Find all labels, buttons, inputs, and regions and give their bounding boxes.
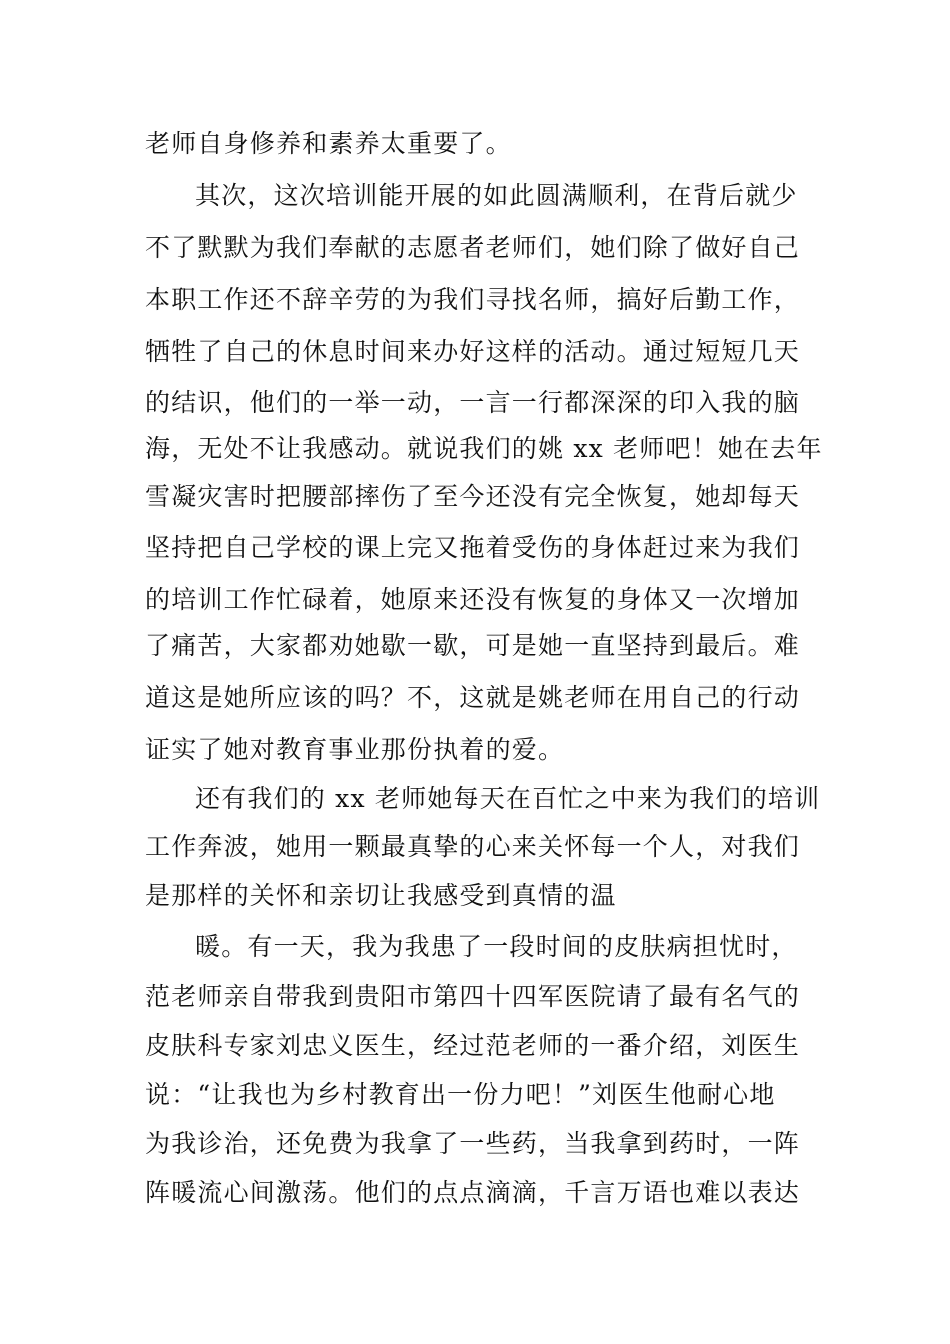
text-line: 其次，这次培训能开展的如此圆满顺利，在背后就少 [195, 181, 798, 210]
text-line: 暖。有一天，我为我患了一段时间的皮肤病担忧时， [195, 932, 798, 961]
text-line: 证实了她对教育事业那份执着的爱。 [145, 735, 565, 764]
text-line: 了痛苦，大家都劝她歇一歇，可是她一直坚持到最后。难 [145, 631, 801, 660]
text-line: 不了默默为我们奉献的志愿者老师们，她们除了做好自己 [145, 233, 801, 262]
text-line: 阵暖流心间激荡。他们的点点滴滴，千言万语也难以表达 [145, 1178, 801, 1207]
text-line: 范老师亲自带我到贵阳市第四十四军医院请了最有名气的 [145, 982, 801, 1011]
text-line: 工作奔波，她用一颗最真挚的心来关怀每一个人，对我们 [145, 832, 801, 861]
text-line: 还有我们的 xx 老师她每天在百忙之中来为我们的培训 [195, 784, 821, 813]
text-line: 是那样的关怀和亲切让我感受到真情的温 [145, 881, 617, 910]
text-line: 为我诊治，还免费为我拿了一些药，当我拿到药时，一阵 [145, 1129, 801, 1158]
text-line: 说：“让我也为乡村教育出一份力吧！”刘医生他耐心地 [145, 1080, 776, 1109]
text-line: 海，无处不让我感动。就说我们的姚 xx 老师吧！她在去年 [145, 434, 823, 463]
text-line: 皮肤科专家刘忠义医生，经过范老师的一番介绍，刘医生 [145, 1031, 801, 1060]
text-line: 的结识，他们的一举一动，一言一行都深深的印入我的脑 [145, 388, 801, 417]
text-line: 坚持把自己学校的课上完又拖着受伤的身体赶过来为我们 [145, 533, 801, 562]
text-line: 道这是她所应该的吗？不，这就是姚老师在用自己的行动 [145, 683, 801, 712]
text-line: 雪凝灾害时把腰部摔伤了至今还没有完全恢复，她却每天 [145, 482, 801, 511]
text-line: 老师自身修养和素养太重要了。 [145, 129, 512, 158]
text-line: 的培训工作忙碌着，她原来还没有恢复的身体又一次增加 [145, 585, 801, 614]
text-line: 本职工作还不辞辛劳的为我们寻找名师，搞好后勤工作， [145, 285, 801, 314]
text-line: 牺牲了自己的休息时间来办好这样的活动。通过短短几天 [145, 337, 801, 366]
